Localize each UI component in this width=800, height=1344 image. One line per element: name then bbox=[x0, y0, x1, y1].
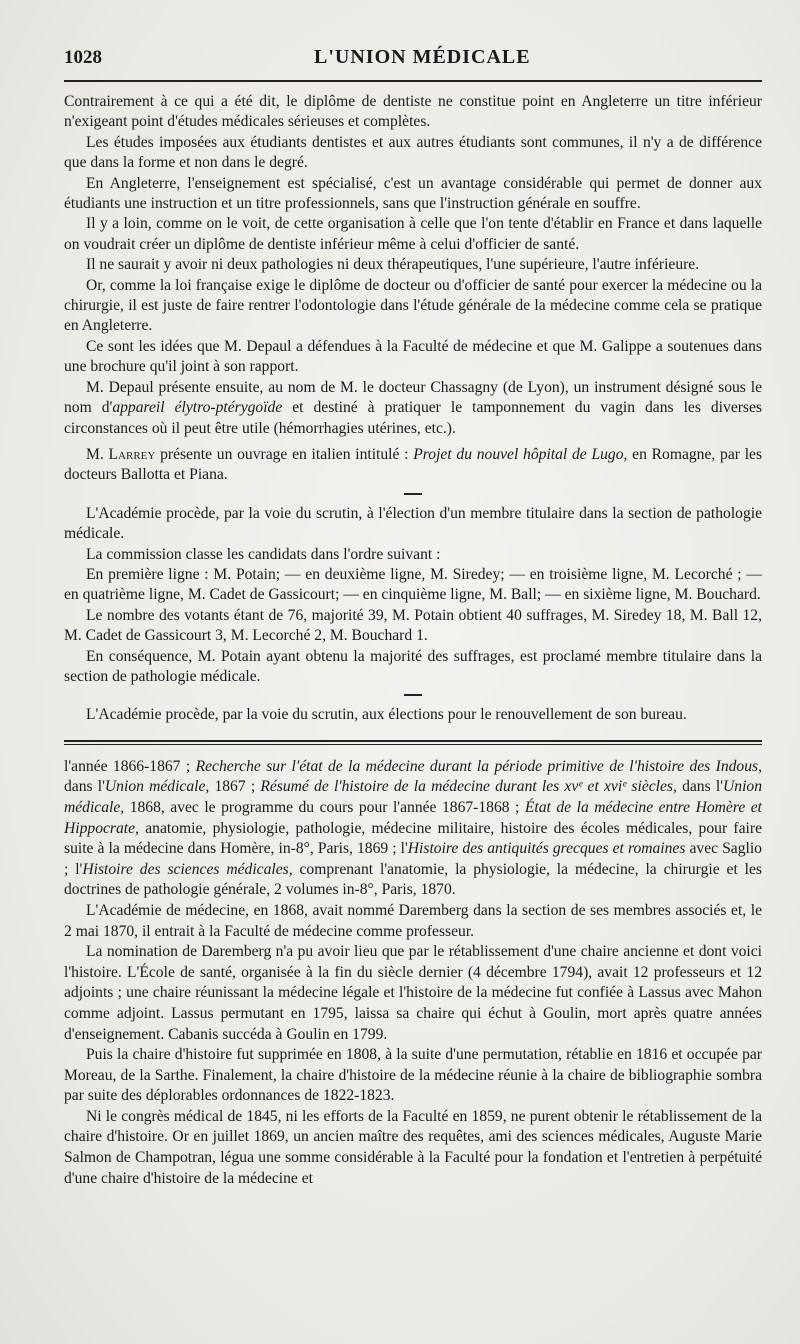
paragraph: La commission classe les candidats dans l'ordre suivant : bbox=[86, 545, 441, 563]
text-run: présente un ouvrage en italien intitulé : bbox=[155, 445, 414, 463]
italic-title: Projet du nouvel hôpital de Lugo, bbox=[413, 445, 628, 463]
page-header bbox=[64, 46, 762, 82]
paragraph bbox=[64, 445, 762, 486]
paragraph: En première ligne : M. Potain; — en deuxième ligne, M. Siredey; — en troisième ligne, M. Lecorché ; — en quatrième ligne, M. Cadet de Gassicourt; — en cinquième ligne, M. Ball; — en sixième ligne, M. Bouchard. bbox=[64, 565, 762, 604]
text-run: comprenant l'anatomie, la physiologie, la médecine, la chirurgie et les doctrines de pathologie générale, 2 volumes in-8°, Paris, 1870. bbox=[64, 860, 762, 899]
paragraph: Les études imposées aux étudiants dentistes et aux autres étudiants sont communes, il n'y a de différence que dans la forme et non dans le degré. bbox=[64, 133, 762, 172]
paragraph: En conséquence, M. Potain ayant obtenu la majorité des suffrages, est proclamé membre titulaire dans la section de pathologie médicale. bbox=[64, 647, 762, 685]
paragraph: Le nombre des votants étant de 76, majorité 39, M. Potain obtient 40 suffrages, M. Siredey 18, M. Ball 12, M. Cadet de Gassicourt 3, M. Lecorché 2, M. Bouchard 1. bbox=[64, 606, 762, 645]
paragraph: Contrairement à ce qui a été dit, le diplôme de dentiste ne constitue point en Angleterre un titre inférieur n'exigeant point d'études médicales sérieuses et complètes. bbox=[64, 93, 762, 131]
italic-title: Recherche sur l'état de la médecine durant la période primitive de l'histoire des Indous, bbox=[195, 757, 762, 775]
text-run: 1868, avec le programme du cours pour l'année 1867-1868 ; bbox=[124, 798, 525, 816]
paragraph: En Angleterre, l'enseignement est spécialisé, c'est un avantage considérable qui permet de donner aux étudiants une instruction et un titre professionnels, sans que l'instruction générale en souffre. bbox=[64, 174, 762, 213]
speaker-name: M. Larrey bbox=[86, 445, 156, 463]
section-separator bbox=[404, 694, 422, 696]
paragraph bbox=[64, 378, 762, 439]
paragraph: Ce sont les idées que M. Depaul a défendues à la Faculté de médecine et que M. Galippe a soutenues dans une brochure qu'il joint à son rapport. bbox=[64, 337, 762, 376]
page-number: 1028 bbox=[64, 47, 102, 68]
italic-title: Union médicale, bbox=[64, 778, 762, 816]
text-run: anatomie, physiologie, pathologie, médecine militaire, histoire des écoles médicales, pour faire suite à la médecine dans Homère, in-8°, Paris, 1869 ; l' bbox=[64, 819, 762, 858]
italic-title: Histoire des sciences médicales, bbox=[82, 860, 293, 878]
italic-term: appareil élytro-ptérygoïde bbox=[112, 399, 283, 417]
italic-title: Histoire des antiquités grecques et romaines bbox=[407, 840, 686, 858]
text-run: dans l' bbox=[676, 778, 724, 796]
paragraph bbox=[64, 757, 762, 901]
paragraph: Il ne saurait y avoir ni deux pathologies ni deux thérapeutiques, l'une supérieure, l'autre inférieure. bbox=[86, 256, 700, 274]
section-separator bbox=[404, 493, 422, 495]
paragraph: La nomination de Daremberg n'a pu avoir lieu que par le rétablissement d'une chaire ancienne et dont voici l'histoire. L'École de santé, organisée à la fin du siècle dernier (4 décembre 1794), avait 12 professeurs et 12 adjoints ; une chaire réunissant la médecine légale et l'histoire de la médecine fut confiée à Lassus avec Mahon comme adjoint. Lassus permutant en 1795, laissa sa chaire qui échut à Goulin, mort après quatre années d'enseignement. Cabanis succéda à Goulin en 1799. bbox=[64, 943, 762, 1043]
italic-title: État de la médecine entre Homère et Hippocrate, bbox=[64, 798, 763, 837]
italic-title: Résumé de l'histoire de la médecine durant les xvᵉ et xviᵉ siècles, bbox=[260, 778, 677, 796]
running-title: L'UNION MÉDICALE bbox=[314, 46, 531, 68]
italic-title: Union médicale, bbox=[104, 778, 210, 796]
paragraph: L'Académie de médecine, en 1868, avait nommé Daremberg dans la section de ses membres associés et, le 2 mai 1870, il entrait à la Faculté de médecine comme professeur. bbox=[64, 901, 762, 940]
paragraph: Il y a loin, comme on le voit, de cette organisation à celle que l'on tente d'établir en France et dans laquelle on voudrait créer un diplôme de dentiste inférieur même à celui d'officier de santé. bbox=[64, 215, 762, 253]
double-rule-divider bbox=[64, 740, 762, 745]
academy-proceedings-section bbox=[64, 92, 762, 726]
paragraph: Ni le congrès médical de 1845, ni les efforts de la Faculté en 1859, ne purent obtenir le rétablissement de la chaire d'histoire. Or en juillet 1869, un ancien maître des requêtes, ami des sciences médicales, Auguste Marie Salmon de Champotran, légua une somme considérable à la Faculté pour la fondation et l'entretien à perpétuité d'une chaire d'histoire de la médecine et bbox=[64, 1107, 762, 1187]
text-run: M. Depaul présente ensuite, au nom de M. le docteur Chassagny (de Lyon), un instrument désigné sous le nom d' bbox=[64, 378, 762, 417]
text-run: l'année 1866-1867 ; bbox=[64, 757, 196, 775]
paragraph: Or, comme la loi française exige le diplôme de docteur ou d'officier de santé pour exercer la médecine ou la chirurgie, il est juste de faire rentrer l'odontologie dans l'étude générale de la médecine comme cela se pratique en Angleterre. bbox=[64, 276, 762, 335]
text-run: dans l' bbox=[64, 778, 105, 796]
text-run: en Romagne, par les docteurs Ballotta et Piana. bbox=[64, 445, 763, 484]
paragraph: Puis la chaire d'histoire fut supprimée en 1808, à la suite d'une permutation, rétablie en 1816 et occupée par Moreau, de la Sarthe. Finalement, la chaire d'histoire de la médecine réunie à la chaire de bibliographie sombra par suite des déplorables ordonnances de 1822-1823. bbox=[64, 1046, 762, 1105]
paragraph: L'Académie procède, par la voie du scrutin, aux élections pour le renouvellement de son bureau. bbox=[86, 706, 687, 724]
paragraph: L'Académie procède, par la voie du scrutin, à l'élection d'un membre titulaire dans la section de pathologie médicale. bbox=[64, 504, 762, 543]
feuilleton-section bbox=[64, 757, 762, 1189]
text-run: avec Saglio ; l' bbox=[64, 840, 762, 878]
text-run: 1867 ; bbox=[209, 778, 261, 796]
text-run: et destiné à pratiquer le tamponnement du vagin dans les diverses circonstances où il peut être utile (hémorrhagies utérines, etc.). bbox=[64, 399, 762, 437]
